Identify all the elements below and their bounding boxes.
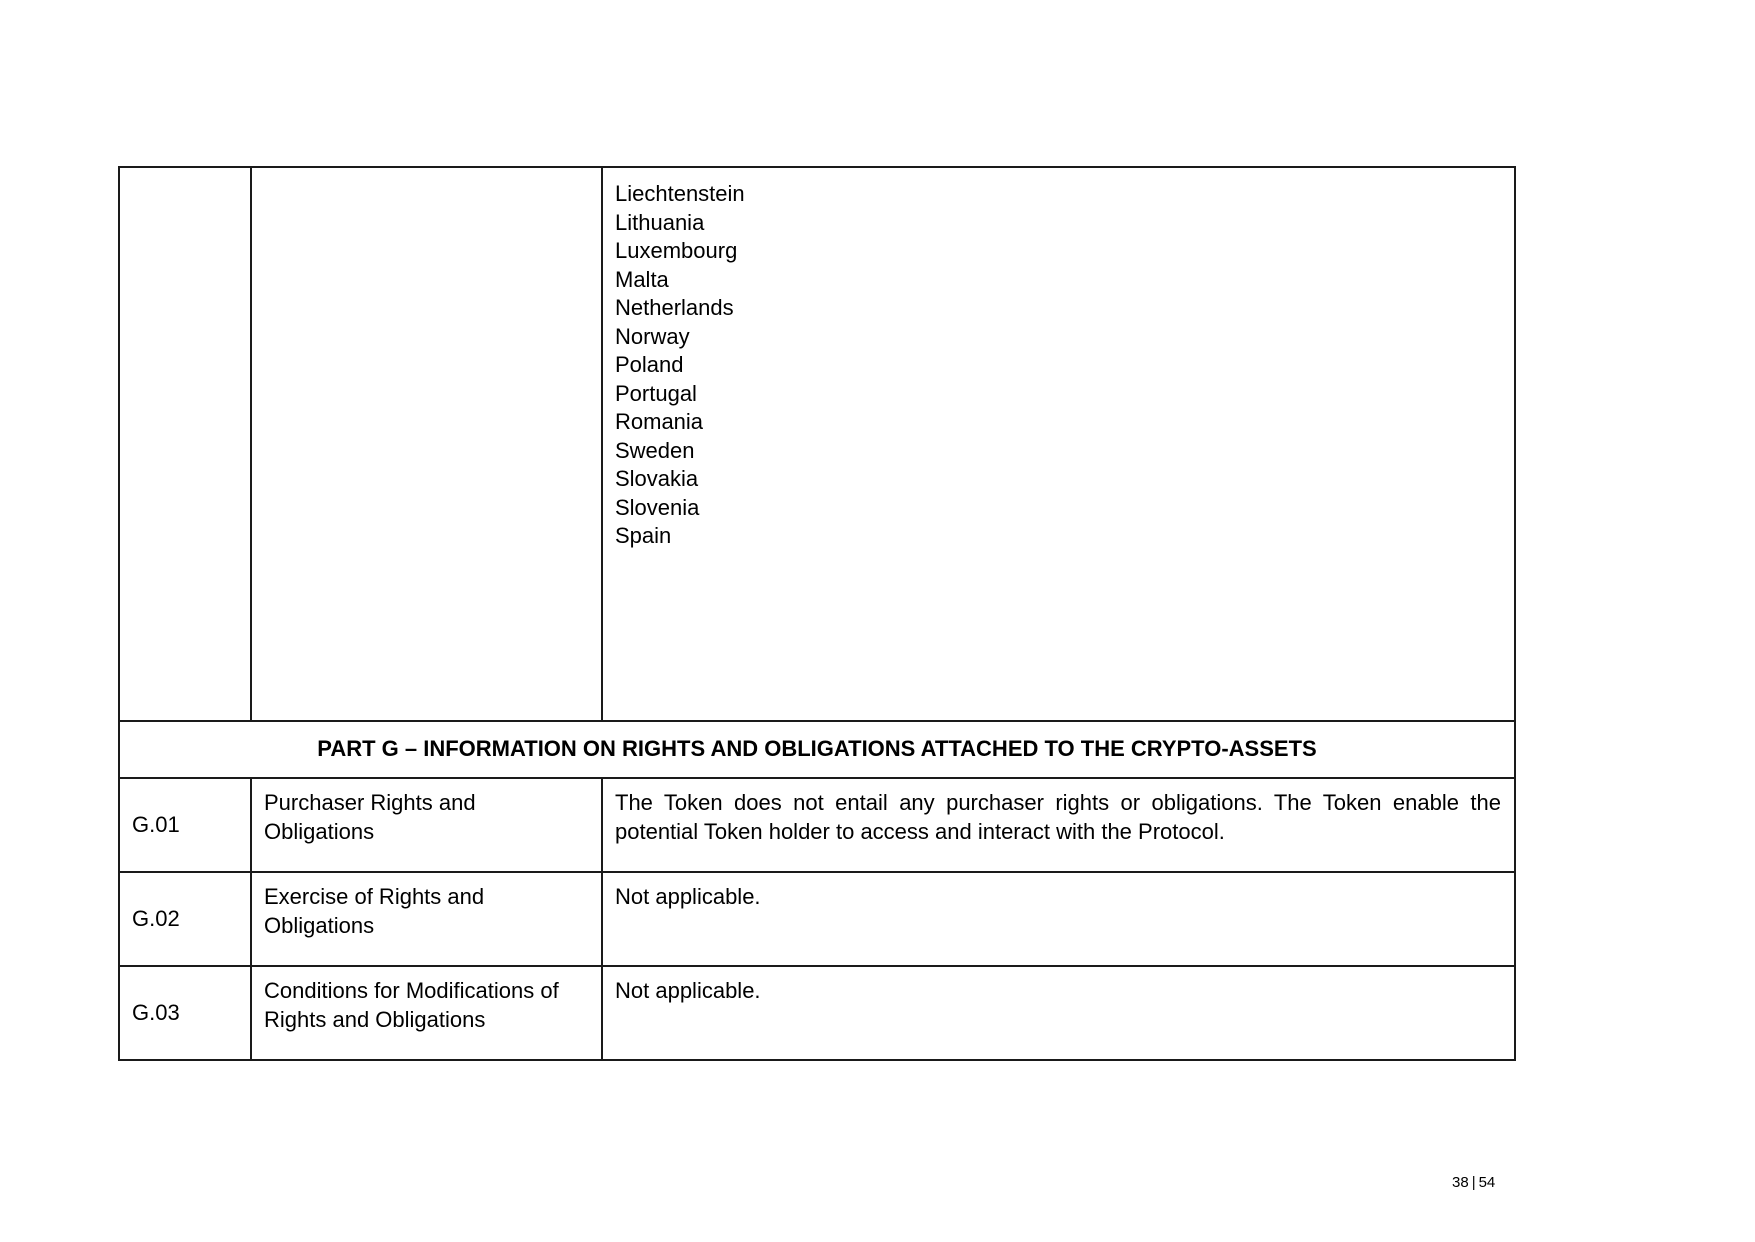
row-id: G.03 [119,966,251,1060]
country-item: Sweden [615,437,695,463]
page-total: 54 [1478,1174,1496,1191]
country-item: Norway [615,323,690,349]
page-separator: | [1471,1174,1476,1191]
table-row-country-list [119,167,1515,721]
row-label: Exercise of Rights and Obligations [251,872,602,966]
row-label: Conditions for Modifications of Rights and Obligations [251,966,602,1060]
page-number [1452,1174,1495,1192]
part-heading-row [119,721,1515,778]
table-row [119,778,1515,872]
row-value: Not applicable. [602,872,1515,966]
country-list [602,167,1515,721]
row-value: Not applicable. [602,966,1515,1060]
page-current: 38 [1452,1174,1469,1191]
country-item: Lithuania [615,209,705,235]
row-id: G.02 [119,872,251,966]
country-item: Poland [615,352,684,377]
document-table [118,166,1516,1061]
row-label: Purchaser Rights and Obligations [251,778,602,872]
table-row [119,966,1515,1060]
country-item: Netherlands [615,295,734,320]
row-id: G.01 [119,778,251,872]
country-item: Malta [615,266,669,292]
country-item: Slovenia [615,494,700,520]
part-heading: PART G – INFORMATION ON RIGHTS AND OBLIGATIONS ATTACHED TO THE CRYPTO-ASSETS [119,721,1515,778]
table-row [119,872,1515,966]
country-item: Spain [615,523,672,548]
country-item: Romania [615,409,704,434]
empty-id-cell [119,167,251,721]
empty-label-cell [251,167,602,721]
country-item: Slovakia [615,466,699,491]
country-item: Liechtenstein [615,181,745,206]
row-value: The Token does not entail any purchaser rights or obligations. The Token enable the potential Token holder to access and interact with the Protocol. [602,778,1515,872]
country-item: Luxembourg [615,238,738,263]
country-item: Portugal [615,380,697,406]
